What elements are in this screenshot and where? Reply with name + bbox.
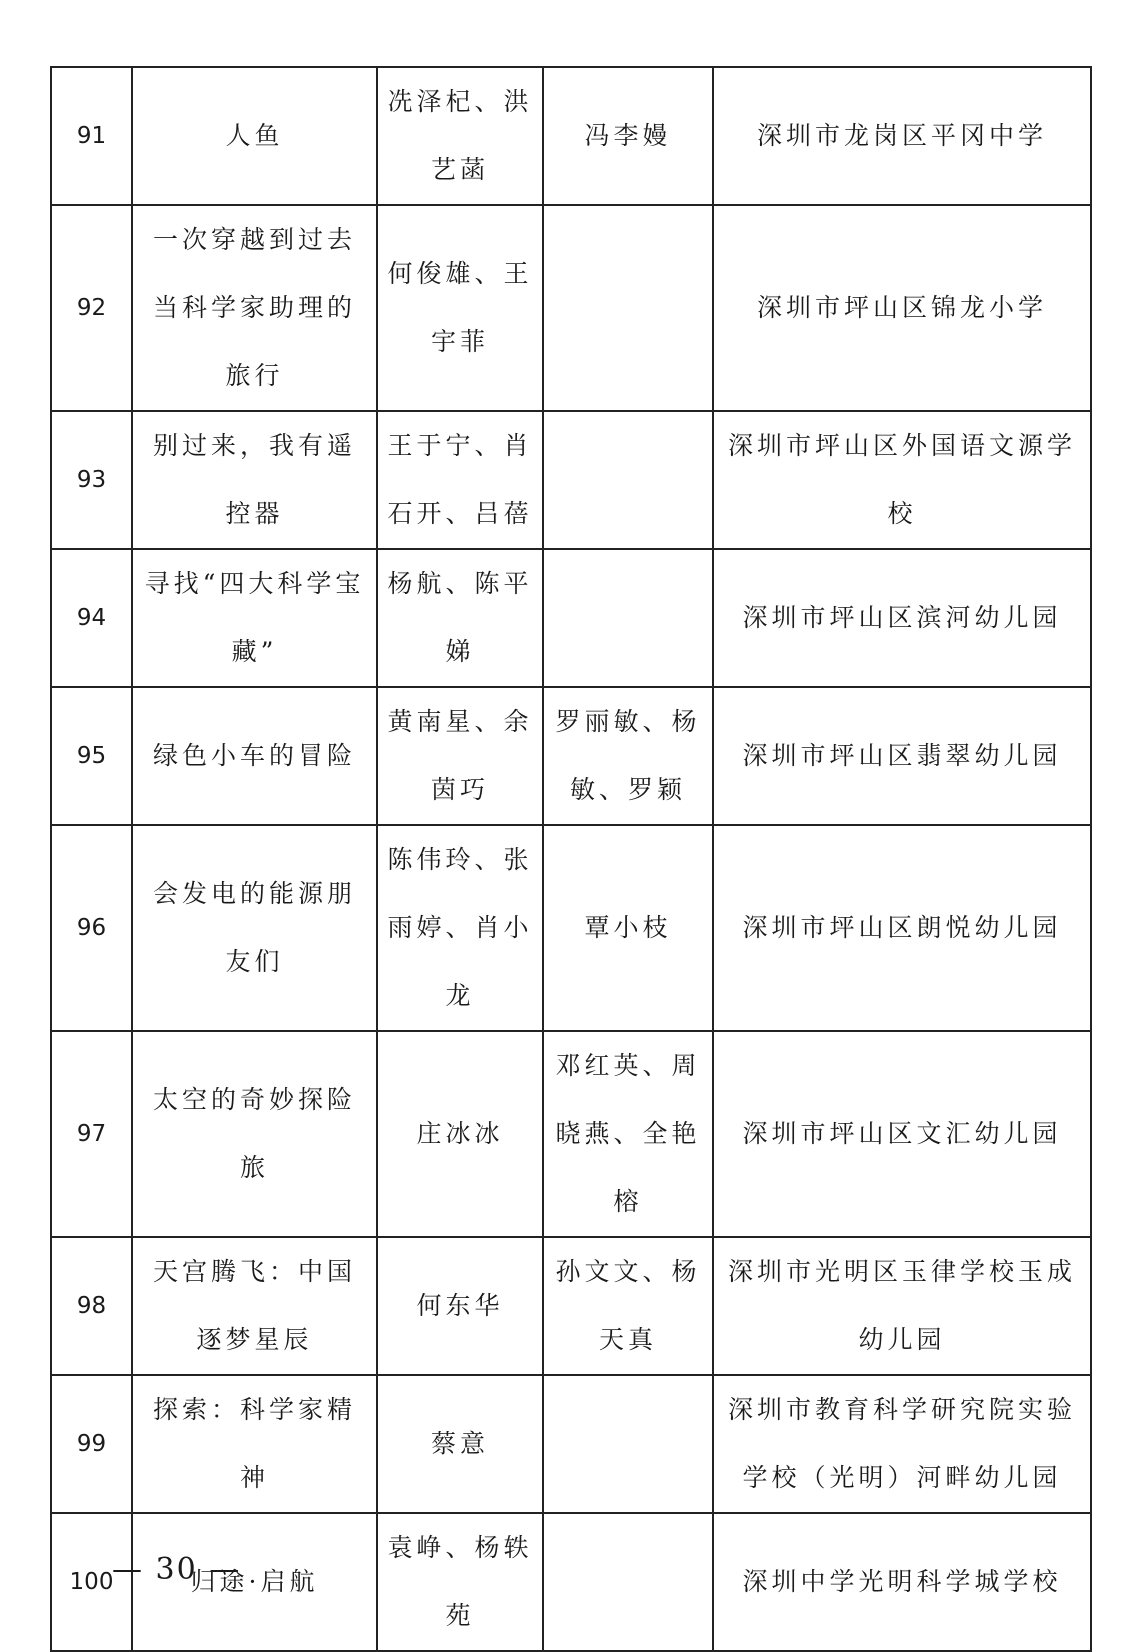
work-title: 人鱼 [132,67,377,205]
work-title: 一次穿越到过去当科学家助理的旅行 [132,205,377,411]
table-row [51,825,1091,1031]
authors: 庄冰冰 [377,1031,543,1237]
school: 深圳市坪山区外国语文源学校 [713,411,1091,549]
work-title: 寻找“四大科学宝藏” [132,549,377,687]
work-title: 天宫腾飞：中国逐梦星辰 [132,1237,377,1375]
table-row [51,549,1091,687]
row-number: 99 [51,1375,132,1513]
school: 深圳中学光明科学城学校 [713,1513,1091,1651]
work-title: 太空的奇妙探险旅 [132,1031,377,1237]
advisors [543,205,713,411]
table-row [51,1237,1091,1375]
row-number: 92 [51,205,132,411]
advisors: 邓红英、周晓燕、全艳榕 [543,1031,713,1237]
row-number: 98 [51,1237,132,1375]
advisors: 罗丽敏、杨敏、罗颖 [543,687,713,825]
authors: 蔡意 [377,1375,543,1513]
school: 深圳市坪山区文汇幼儿园 [713,1031,1091,1237]
authors: 袁峥、杨轶苑 [377,1513,543,1651]
row-number: 94 [51,549,132,687]
table-row [51,67,1091,205]
school: 深圳市坪山区朗悦幼儿园 [713,825,1091,1031]
row-number: 97 [51,1031,132,1237]
work-title: 探索：科学家精神 [132,1375,377,1513]
advisors: 冯李嫚 [543,67,713,205]
table-row [51,1375,1091,1513]
authors: 黄南星、余茵巧 [377,687,543,825]
table-row [51,687,1091,825]
work-title: 归途·启航 [132,1513,377,1651]
school: 深圳市坪山区滨河幼儿园 [713,549,1091,687]
advisors [543,411,713,549]
row-number: 100 [51,1513,132,1651]
work-title: 别过来，我有遥控器 [132,411,377,549]
school: 深圳市坪山区翡翠幼儿园 [713,687,1091,825]
row-number: 95 [51,687,132,825]
table-row [51,1031,1091,1237]
work-title: 绿色小车的冒险 [132,687,377,825]
authors: 冼泽杞、洪艺菡 [377,67,543,205]
advisors: 孙文文、杨天真 [543,1237,713,1375]
school: 深圳市光明区玉律学校玉成幼儿园 [713,1237,1091,1375]
row-number: 96 [51,825,132,1031]
row-number: 91 [51,67,132,205]
school: 深圳市龙岗区平冈中学 [713,67,1091,205]
authors: 杨航、陈平娣 [377,549,543,687]
advisors [543,1513,713,1651]
advisors: 覃小枝 [543,825,713,1031]
school: 深圳市教育科学研究院实验学校（光明）河畔幼儿园 [713,1375,1091,1513]
work-title: 会发电的能源朋友们 [132,825,377,1031]
table-row [51,411,1091,549]
school: 深圳市坪山区锦龙小学 [713,205,1091,411]
row-number: 93 [51,411,132,549]
table-row [51,205,1091,411]
advisors [543,1375,713,1513]
authors: 陈伟玲、张雨婷、肖小龙 [377,825,543,1031]
authors: 何东华 [377,1237,543,1375]
advisors [543,549,713,687]
page-number: — 30 — [112,1552,242,1587]
authors: 王于宁、肖石开、吕蓓 [377,411,543,549]
awards-table [50,66,1092,1652]
authors: 何俊雄、王宇菲 [377,205,543,411]
